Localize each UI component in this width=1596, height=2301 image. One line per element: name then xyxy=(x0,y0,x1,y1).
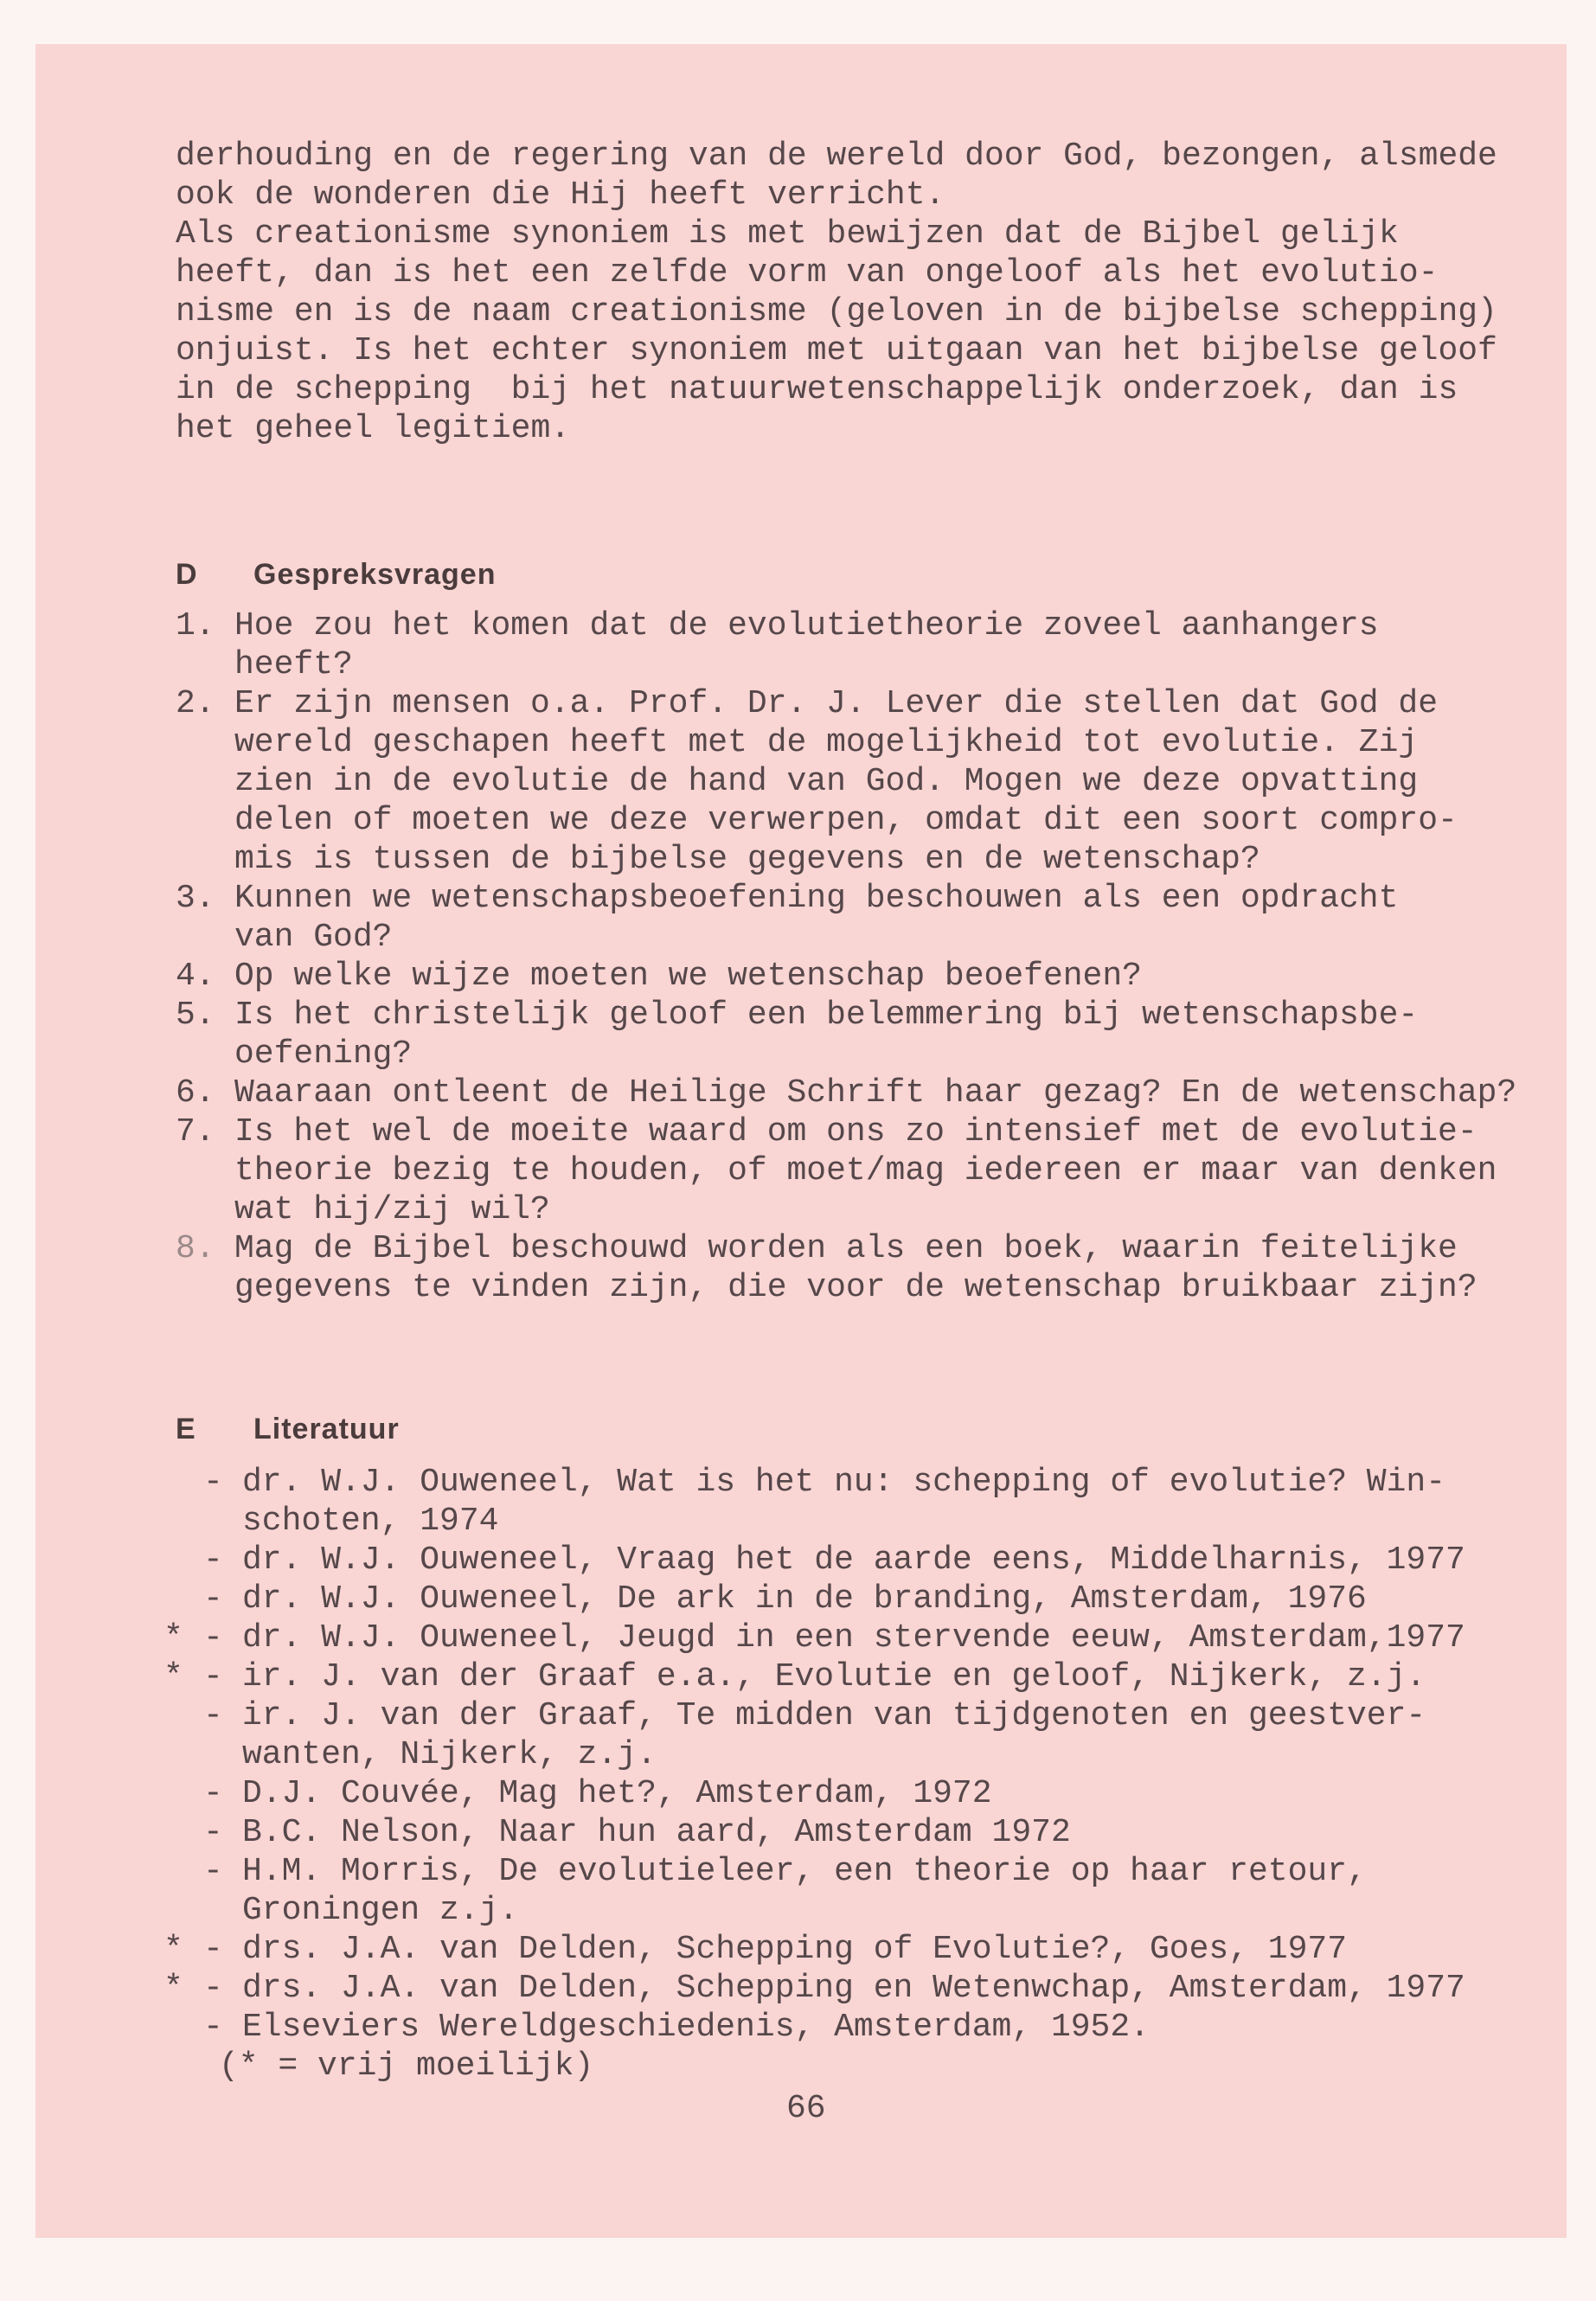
bullet-dash: - xyxy=(203,1775,223,1812)
literature-text: Elseviers Wereldgeschiedenis, Amsterdam, 1952. xyxy=(242,2009,1150,2046)
literature-text: B.C. Nelson, Naar hun aard, Amsterdam 1972 xyxy=(242,1814,1071,1851)
text-line: heeft, dan is het een zelfde vorm van ongeloof als het evolutio- xyxy=(176,254,1439,292)
question-number xyxy=(176,1151,234,1190)
difficulty-star: * xyxy=(163,1619,183,1657)
bullet-dash: - xyxy=(203,1814,223,1851)
difficulty-star xyxy=(163,1463,203,1502)
difficulty-star xyxy=(163,1580,203,1618)
question-text: Kunnen we wetenschapsbeoefening beschouwen als een opdracht xyxy=(234,880,1399,917)
bullet-dash xyxy=(203,1735,242,1774)
literature-text: wanten, Nijkerk, z.j. xyxy=(242,1736,657,1773)
literature-text: D.J. Couvée, Mag het?, Amsterdam, 1972 xyxy=(242,1775,992,1812)
difficulty-star xyxy=(163,1813,203,1852)
question-line xyxy=(176,1074,1516,1112)
question-text: van God? xyxy=(234,919,393,956)
question-number xyxy=(176,645,234,684)
literature-entry-line xyxy=(163,1463,1465,1502)
literature-text: drs. J.A. van Delden, Schepping of Evolutie?, Goes, 1977 xyxy=(242,1931,1348,1968)
text-line: ook de wonderen die Hij heeft verricht. xyxy=(176,176,945,214)
question-line xyxy=(176,645,1516,684)
question-text: wat hij/zij wil? xyxy=(234,1191,550,1228)
difficulty-star xyxy=(163,1502,203,1541)
question-text: mis is tussen de bijbelse gegevens en de wetenschap? xyxy=(234,841,1260,878)
literature-entry-line xyxy=(163,1618,1465,1657)
page-number: 66 xyxy=(786,2090,826,2127)
difficulty-star xyxy=(163,2008,203,2047)
question-line xyxy=(176,879,1516,918)
difficulty-star xyxy=(163,1774,203,1813)
literature-text: dr. W.J. Ouweneel, Vraag het de aarde eens, Middelharnis, 1977 xyxy=(242,1541,1465,1579)
bullet-dash: - xyxy=(203,1931,223,1968)
literature-entry-line xyxy=(163,1774,1465,1813)
question-number xyxy=(176,1268,234,1307)
difficulty-star xyxy=(163,1735,203,1774)
question-text: Is het wel de moeite waard om ons zo intensief met de evolutie- xyxy=(234,1113,1477,1150)
question-number xyxy=(176,918,234,957)
bullet-dash: - xyxy=(203,1464,223,1501)
question-line xyxy=(176,1035,1516,1074)
literature-text: ir. J. van der Graaf e.a., Evolutie en geloof, Nijkerk, z.j. xyxy=(242,1658,1426,1695)
text-line: derhouding en de regering van de wereld door God, bezongen, alsmede xyxy=(176,138,1497,175)
question-text: Mag de Bijbel beschouwd worden als een boek, waarin feitelijke xyxy=(234,1230,1458,1267)
question-number: 6. xyxy=(176,1074,215,1112)
text-line: het geheel legitiem. xyxy=(176,410,571,447)
question-line xyxy=(176,684,1516,723)
bullet-dash: - xyxy=(203,2009,223,2046)
literature-text: dr. W.J. Ouweneel, Wat is het nu: schepping of evolutie? Win- xyxy=(242,1464,1446,1501)
questions-list xyxy=(176,606,1516,1307)
document-page xyxy=(35,44,1567,2238)
bullet-dash: - xyxy=(203,1541,223,1579)
text-line: nisme en is de naam creationisme (geloven in de bijbelse schepping) xyxy=(176,293,1497,330)
question-text: theorie bezig te houden, of moet/mag iedereen er maar van denken xyxy=(234,1152,1497,1189)
question-line xyxy=(176,1190,1516,1229)
text-line: Als creationisme synoniem is met bewijzen dat de Bijbel gelijk xyxy=(176,215,1399,253)
literature-text: H.M. Morris, De evolutieleer, een theorie op haar retour, xyxy=(242,1853,1367,1890)
question-number: 7. xyxy=(176,1113,215,1150)
literature-text: ir. J. van der Graaf, Te midden van tijdgenoten en geestver- xyxy=(242,1697,1426,1734)
intro-paragraph xyxy=(176,137,1497,448)
question-text: wereld geschapen heeft met de mogelijkheid tot evolutie. Zij xyxy=(234,724,1419,761)
question-number xyxy=(176,1190,234,1229)
question-line xyxy=(176,801,1516,840)
question-text: gegevens te vinden zijn, die voor de wetenschap bruikbaar zijn? xyxy=(234,1269,1477,1306)
question-line xyxy=(176,957,1516,996)
section-letter: E xyxy=(176,1413,196,1445)
question-line xyxy=(176,762,1516,801)
question-text: Er zijn mensen o.a. Prof. Dr. J. Lever die stellen dat God de xyxy=(234,685,1439,722)
question-line xyxy=(176,1229,1516,1268)
bullet-dash: - xyxy=(203,1970,223,2007)
question-line xyxy=(176,723,1516,762)
difficulty-star xyxy=(163,1696,203,1735)
literature-entry-line xyxy=(163,1930,1465,1969)
question-text: Op welke wijze moeten we wetenschap beoefenen? xyxy=(234,958,1142,995)
question-text: zien in de evolutie de hand van God. Mogen we deze opvatting xyxy=(234,763,1419,800)
question-number xyxy=(176,1035,234,1074)
question-number: 8. xyxy=(176,1230,215,1267)
literature-entry-line xyxy=(163,1696,1465,1735)
literature-entry-line xyxy=(163,1969,1465,2008)
section-letter: D xyxy=(176,558,198,591)
question-text: delen of moeten we deze verwerpen, omdat dit een soort compro- xyxy=(234,802,1458,839)
literature-entry-line xyxy=(163,1502,1465,1541)
question-number: 5. xyxy=(176,997,215,1034)
bullet-dash: - xyxy=(203,1580,223,1618)
literature-text: schoten, 1974 xyxy=(242,1503,499,1540)
bullet-dash xyxy=(203,1891,242,1930)
literature-entry-line xyxy=(163,2008,1465,2047)
question-number: 3. xyxy=(176,880,215,917)
question-text: oefening? xyxy=(234,1035,413,1073)
difficulty-star xyxy=(163,1891,203,1930)
difficulty-star: * xyxy=(163,1931,183,1968)
bullet-dash xyxy=(203,1502,242,1541)
bullet-dash: - xyxy=(203,1697,223,1734)
bullet-dash: - xyxy=(203,1853,223,1890)
literature-entry-line xyxy=(163,1852,1465,1891)
literature-text: dr. W.J. Ouweneel, De ark in de branding, Amsterdam, 1976 xyxy=(242,1580,1367,1618)
question-text: heeft? xyxy=(234,646,353,683)
question-number: 1. xyxy=(176,607,215,644)
literature-text: dr. W.J. Ouweneel, Jeugd in een stervende eeuw, Amsterdam,1977 xyxy=(242,1619,1465,1657)
section-title: Literatuur xyxy=(253,1413,400,1445)
literature-entry-line xyxy=(163,1813,1465,1852)
question-line xyxy=(176,996,1516,1035)
question-number: 4. xyxy=(176,958,215,995)
bullet-dash: - xyxy=(203,1619,223,1657)
literature-entry-line xyxy=(163,1735,1465,1774)
question-number xyxy=(176,723,234,762)
question-text: Hoe zou het komen dat de evolutietheorie zoveel aanhangers xyxy=(234,607,1379,644)
literature-entry-line xyxy=(163,1541,1465,1580)
question-line xyxy=(176,840,1516,879)
question-line xyxy=(176,1268,1516,1307)
text-line: in de schepping bij het natuurwetenschappelijk onderzoek, dan is xyxy=(176,371,1458,408)
literature-text: Groningen z.j. xyxy=(242,1892,519,1929)
question-text: Is het christelijk geloof een belemmering bij wetenschapsbe- xyxy=(234,997,1419,1034)
text-line: onjuist. Is het echter synoniem met uitgaan van het bijbelse geloof xyxy=(176,332,1497,369)
difficulty-star: * xyxy=(163,1658,183,1695)
question-line xyxy=(176,918,1516,957)
literature-entry-line xyxy=(163,1891,1465,1930)
bullet-dash: - xyxy=(203,1658,223,1695)
literature-note: (* = vrij moeilijk) xyxy=(219,2048,594,2085)
section-title: Gespreksvragen xyxy=(253,558,497,591)
question-line xyxy=(176,1151,1516,1190)
difficulty-star: * xyxy=(163,1970,183,2007)
question-number xyxy=(176,762,234,801)
question-number: 2. xyxy=(176,685,215,722)
question-line xyxy=(176,606,1516,645)
question-line xyxy=(176,1112,1516,1151)
literature-text: drs. J.A. van Delden, Schepping en Wetenwchap, Amsterdam, 1977 xyxy=(242,1970,1465,2007)
literature-entry-line xyxy=(163,1657,1465,1696)
difficulty-star xyxy=(163,1541,203,1580)
literature-list xyxy=(163,1463,1465,2086)
question-text: Waaraan ontleent de Heilige Schrift haar gezag? En de wetenschap? xyxy=(234,1074,1517,1112)
question-number xyxy=(176,840,234,879)
question-number xyxy=(176,801,234,840)
literature-entry-line xyxy=(163,1580,1465,1618)
difficulty-star xyxy=(163,1852,203,1891)
